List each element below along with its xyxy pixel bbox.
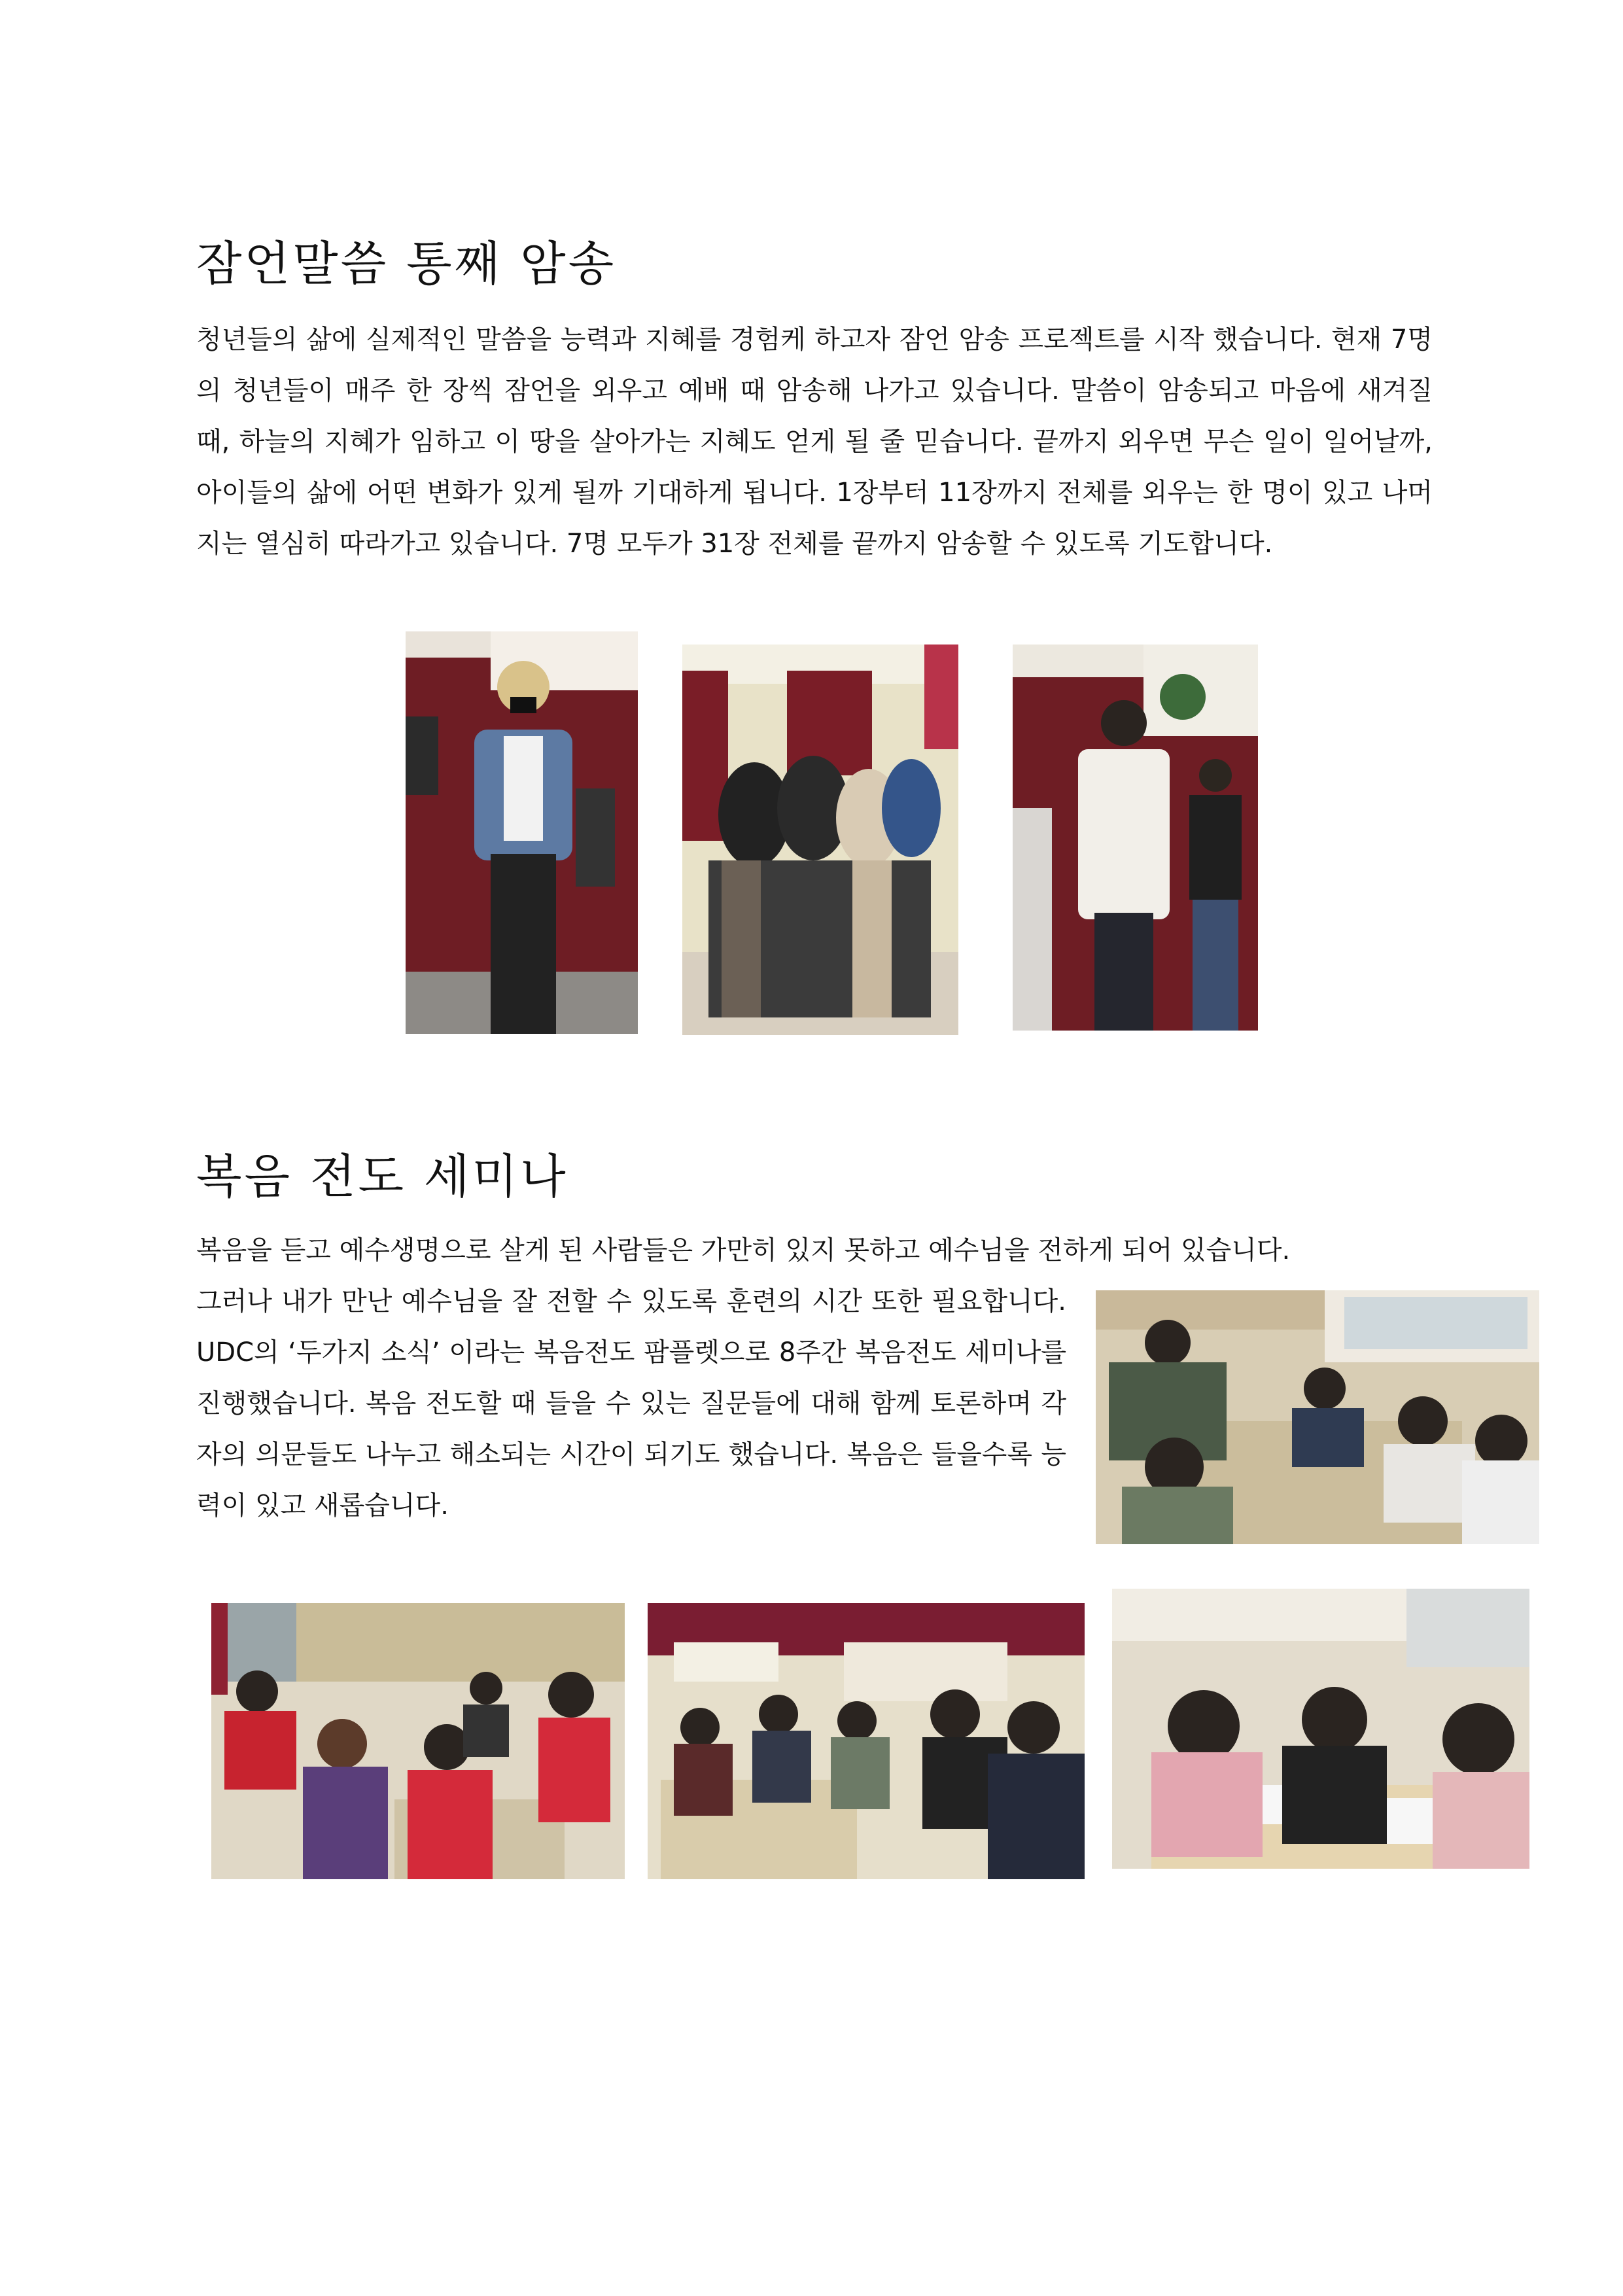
photo-singer-white-shirt bbox=[1013, 645, 1258, 1031]
photo-seminar-table-discussion bbox=[1096, 1290, 1539, 1544]
evangelism-paragraph: 그러나 내가 만난 예수님을 잘 전할 수 있도록 훈련의 시간 또한 필요합니다. UDC의 ‘두가지 소식’ 이라는 복음전도 팜플렛으로 8주간 복음전도 세미나를 진행했습니다. 복음 전도할 때 들을 수 있는 질문들에 대해 함께 토론하며 각자의 의문들도 나누고 해소되는 시간이 되기도 했습니다. 복음은 들을수록 능력이 있고 새롭습니다. bbox=[196, 1286, 1066, 1521]
section-heading-evangelism: 복음 전도 세미나 bbox=[196, 1149, 568, 1204]
photo-seminar-writing-worksheets bbox=[1112, 1589, 1529, 1869]
photo-seminar-red-shirts bbox=[211, 1603, 625, 1879]
photo-youth-group-pose bbox=[682, 645, 958, 1035]
evangelism-paragraph-intro: 복음을 듣고 예수생명으로 살게 된 사람들은 가만히 있지 못하고 예수님을 전하게 되어 있습니다. bbox=[196, 1235, 1291, 1265]
section-heading-proverbs: 잠언말씀 통째 암송 bbox=[196, 236, 617, 291]
photo-singer-denim-jacket bbox=[406, 631, 638, 1034]
proverbs-paragraph: 청년들의 삶에 실제적인 말씀을 능력과 지혜를 경험케 하고자 잠언 암송 프로젝트를 시작 했습니다. 현재 7명의 청년들이 매주 한 장씩 잠언을 외우고 예배 때 암송해 나가고 있습니다. 말씀이 암송되고 마음에 새겨질 때, 하늘의 지혜가 임하고 이 땅을 살아가는 지혜도 얻게 될 줄 믿습니다. 끝까지 외우면 무슨 일이 일어날까, 아이들의 삶에 어떤 변화가 있게 될까 기대하게 됩니다. 1장부터 11장까지 전체를 외우는 한 명이 있고 나머지는 열심히 따라가고 있습니다. 7명 모두가 31장 전체를 끝까지 암송할 수 있도록 기도합니다. bbox=[196, 325, 1433, 559]
photo-seminar-classroom bbox=[648, 1603, 1085, 1879]
